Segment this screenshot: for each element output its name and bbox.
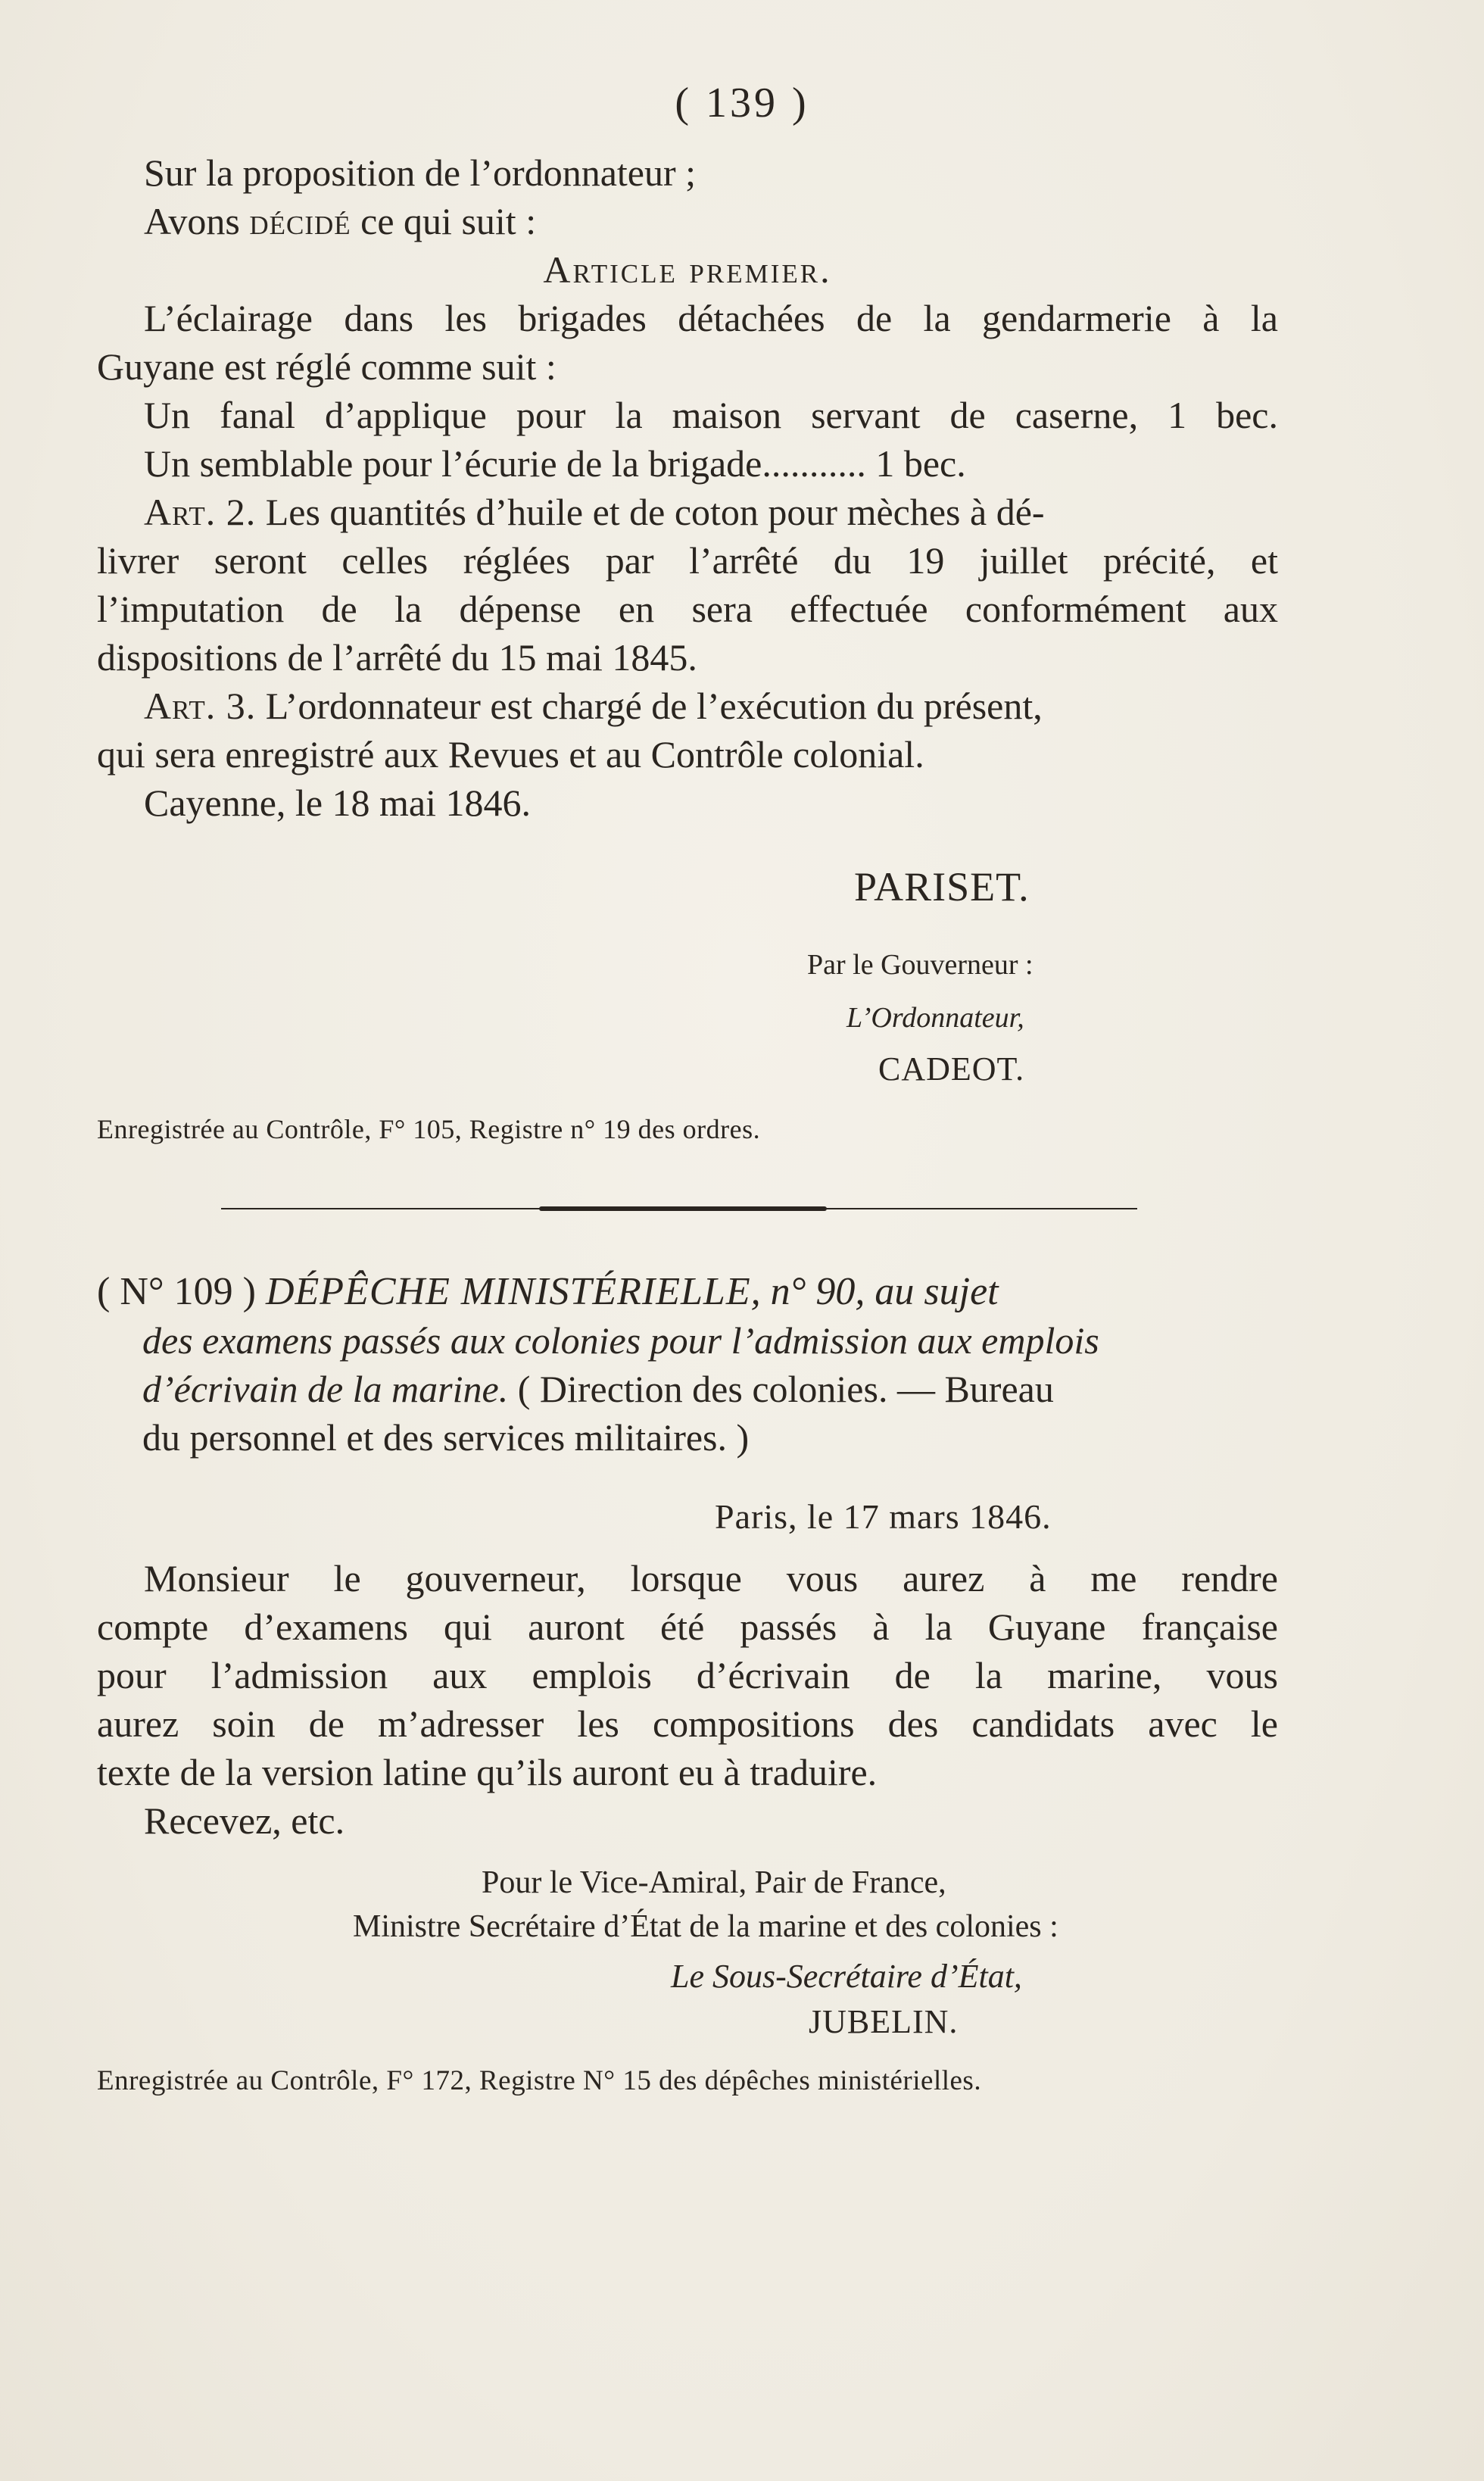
decide-small-caps: décidé — [249, 200, 351, 242]
art2-line: l’imputation de la dépense en sera effectuée conformément aux — [97, 588, 1278, 630]
article-heading: Article premier. — [543, 248, 832, 291]
par-le-gouverneur: Par le Gouverneur : — [807, 949, 1034, 981]
depeche-header — [97, 1268, 1278, 1462]
page-number: ( 139 ) — [675, 80, 809, 126]
body-line: compte d’examens qui auront été passés à la Guyane française — [97, 1606, 1278, 1648]
divider-thick-line — [539, 1206, 827, 1211]
depeche-title: DÉPÊCHE MINISTÉRIELLE — [265, 1270, 751, 1313]
art1-line: Un semblable pour l’écurie de la brigade........... 1 bec. — [144, 442, 966, 485]
pariset-signature: PARISET. — [854, 864, 1030, 910]
closing-line: Recevez, etc. — [144, 1799, 345, 1842]
preamble-line: Sur la proposition de l’ordonnateur ; — [144, 151, 697, 194]
depeche-subject-line: d’écrivain de la marine. ( Direction des colonies. — Bureau — [142, 1368, 1054, 1410]
body-line: Monsieur le gouverneur, lorsque vous aurez à me rendre — [144, 1557, 1278, 1599]
art3-line: qui sera enregistré aux Revues et au Contrôle colonial. — [97, 733, 924, 776]
art1-line: Guyane est réglé comme suit : — [97, 345, 556, 388]
depeche-date: Paris, le 17 mars 1846. — [715, 1497, 1052, 1536]
art2-line: livrer seront celles réglées par l’arrêté du 19 juillet précité, et — [97, 539, 1278, 582]
depeche-title-line — [97, 1268, 1278, 1316]
signer-line: Pour le Vice-Amiral, Pair de France, — [482, 1865, 946, 1900]
body-line: pour l’admission aux emplois d’écrivain de la marine, vous — [97, 1654, 1278, 1696]
body-line: texte de la version latine qu’ils auront eu à traduire. — [97, 1751, 878, 1793]
ordonnateur-title: L’Ordonnateur, — [846, 1002, 1024, 1034]
jubelin-signature: JUBELIN. — [809, 2003, 959, 2040]
depeche-direction-line: du personnel et des services militaires. ) — [142, 1416, 750, 1459]
arrete-date: Cayenne, le 18 mai 1846. — [144, 782, 531, 824]
arrete-body — [97, 148, 1278, 827]
art1-line: Un fanal d’applique pour la maison servant de caserne, 1 bec. — [144, 394, 1278, 436]
art2-line: dispositions de l’arrêté du 15 mai 1845. — [97, 636, 697, 679]
decision-line: Avons décidé ce qui suit : — [144, 200, 537, 242]
depeche-number: ( N° 109 ) — [97, 1270, 256, 1313]
art3-label: Art. 3. — [144, 685, 257, 727]
art3-first-line: Art. 3. L’ordonnateur est chargé de l’exécution du présent, — [144, 685, 1043, 727]
body-line: aurez soin de m’adresser les compositions des candidats avec le — [97, 1702, 1278, 1745]
art2-label: Art. 2. — [144, 491, 257, 533]
signer-line: Le Sous-Secrétaire d’État, — [671, 1958, 1022, 1995]
depeche-registration: Enregistrée au Contrôle, F° 172, Registre N° 15 des dépêches ministérielles. — [97, 2065, 982, 2096]
art2-first-line: Art. 2. Les quantités d’huile et de coton pour mèches à dé- — [144, 491, 1045, 533]
cadeot-signature: CADEOT. — [878, 1050, 1025, 1088]
art1-line: L’éclairage dans les brigades détachées de la gendarmerie à la — [144, 297, 1278, 339]
section-divider — [221, 1204, 1137, 1213]
depeche-subject-line: des examens passés aux colonies pour l’admission aux emplois — [142, 1319, 1099, 1362]
depeche-body — [97, 1554, 1278, 1845]
signer-line: Ministre Secrétaire d’État de la marine et des colonies : — [353, 1909, 1058, 1944]
depeche-subnumber: , n° 90, — [750, 1270, 865, 1313]
arrete-registration: Enregistrée au Contrôle, F° 105, Registre n° 19 des ordres. — [97, 1114, 761, 1144]
depeche-subject: au sujet — [874, 1270, 999, 1313]
